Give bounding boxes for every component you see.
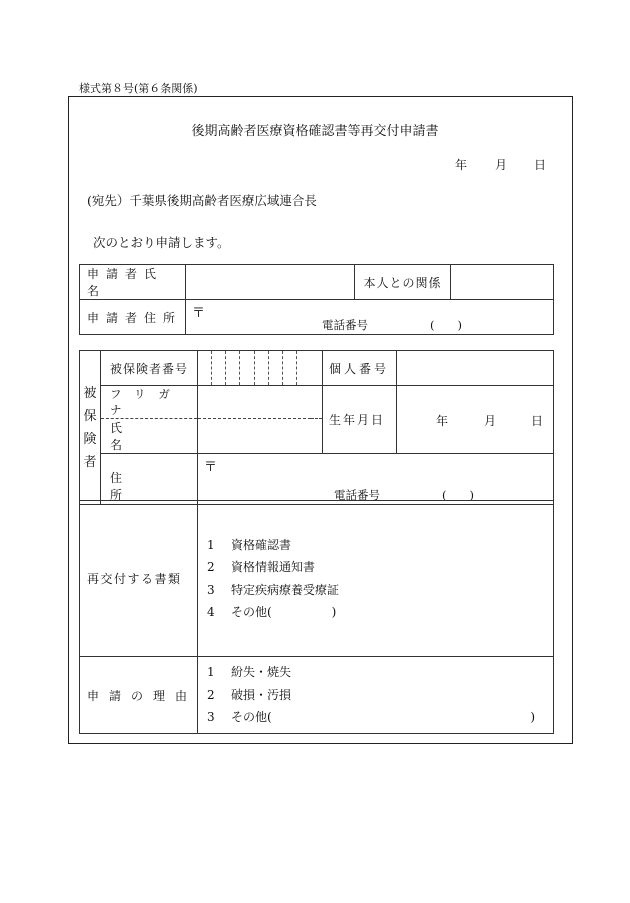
insured-postal-mark: 〒 bbox=[204, 460, 218, 475]
insured-side-label bbox=[80, 351, 101, 505]
lead-text: 次のとおり申請します。 bbox=[93, 235, 230, 250]
insured-table bbox=[79, 350, 554, 505]
personal-number-label bbox=[323, 351, 397, 386]
insured-phone-paren: ( ) bbox=[442, 488, 474, 502]
birth-field[interactable] bbox=[397, 386, 554, 454]
insured-side-char-1: 被 bbox=[83, 385, 97, 401]
date-day-unit: 日 bbox=[534, 158, 547, 172]
relation-label-text: 本人との関係 bbox=[363, 275, 442, 290]
insured-side-char-2: 保 bbox=[83, 408, 97, 424]
birth-label bbox=[323, 386, 397, 454]
applicant-phone-label: 電話番号 bbox=[322, 318, 368, 332]
document-item-3[interactable]: 3 特定疾病療養受療証 bbox=[207, 582, 340, 597]
applicant-phone bbox=[322, 317, 462, 333]
insured-name-label-text: 氏名 bbox=[110, 421, 183, 452]
birth-year-unit: 年 bbox=[436, 413, 449, 428]
date-year-unit: 年 bbox=[455, 158, 468, 172]
applicant-name-label bbox=[80, 265, 186, 300]
form-title: 後期高齢者医療資格確認書等再交付申請書 bbox=[191, 124, 439, 139]
reason-item-1[interactable]: 1 紛失・焼失 bbox=[207, 665, 292, 680]
furigana-label-text: フリガナ bbox=[110, 387, 183, 417]
addressee: (宛先）千葉県後期高齢者医療広域連合長 bbox=[87, 193, 317, 208]
relation-label bbox=[355, 265, 451, 300]
furigana-label bbox=[101, 386, 198, 419]
document-item-1[interactable]: 1 資格確認書 bbox=[207, 537, 292, 552]
insured-address-label bbox=[101, 454, 198, 505]
insured-address-label-text: 住所 bbox=[110, 471, 183, 502]
documents-label bbox=[80, 501, 198, 657]
document-item-4[interactable]: 4 その他( ) bbox=[207, 605, 337, 619]
applicant-phone-paren: ( ) bbox=[430, 318, 462, 332]
applicant-address-label-text: 申請者住所 bbox=[87, 310, 183, 325]
insured-name-label bbox=[101, 419, 198, 454]
applicant-name-label-text: 申請者氏名 bbox=[87, 267, 164, 298]
applicant-postal-mark: 〒 bbox=[192, 306, 206, 321]
birth-label-text: 生年月日 bbox=[329, 413, 386, 427]
furigana-field[interactable] bbox=[198, 386, 323, 419]
birth-day-unit: 日 bbox=[531, 413, 544, 428]
reason-item-2[interactable]: 2 破損・汚損 bbox=[207, 687, 292, 702]
insured-name-field[interactable] bbox=[198, 419, 323, 454]
relation-field[interactable] bbox=[451, 265, 554, 300]
reason-label-text: 申請の理由 bbox=[87, 688, 198, 703]
applicant-address-field[interactable] bbox=[186, 300, 554, 335]
applicant-name-field[interactable] bbox=[186, 265, 355, 300]
personal-number-field[interactable] bbox=[397, 351, 554, 386]
personal-number-label-text: 個人番号 bbox=[329, 361, 390, 376]
insured-number-field[interactable] bbox=[198, 351, 323, 386]
documents-label-text: 再交付する書類 bbox=[87, 572, 182, 586]
insured-number-label-text: 被保険者番号 bbox=[110, 361, 189, 376]
birth-month-unit: 月 bbox=[484, 413, 497, 428]
reason-label bbox=[80, 657, 198, 734]
reason-close-paren: ) bbox=[530, 710, 535, 725]
insured-number-label bbox=[101, 351, 198, 386]
reason-list bbox=[198, 657, 554, 734]
reason-item-3[interactable]: 3 その他( bbox=[207, 710, 272, 725]
request-table bbox=[79, 500, 554, 734]
documents-list bbox=[198, 501, 554, 657]
applicant-table bbox=[79, 264, 554, 335]
insured-phone-label: 電話番号 bbox=[334, 488, 380, 502]
document-item-2[interactable]: 2 資格情報通知書 bbox=[207, 560, 316, 574]
form-number: 様式第８号(第６条関係) bbox=[79, 82, 198, 95]
insured-side-char-4: 者 bbox=[83, 454, 97, 470]
applicant-address-label bbox=[80, 300, 186, 335]
date-month-unit: 月 bbox=[495, 158, 508, 172]
insured-address-field[interactable] bbox=[198, 454, 554, 505]
insured-side-char-3: 険 bbox=[83, 431, 97, 447]
